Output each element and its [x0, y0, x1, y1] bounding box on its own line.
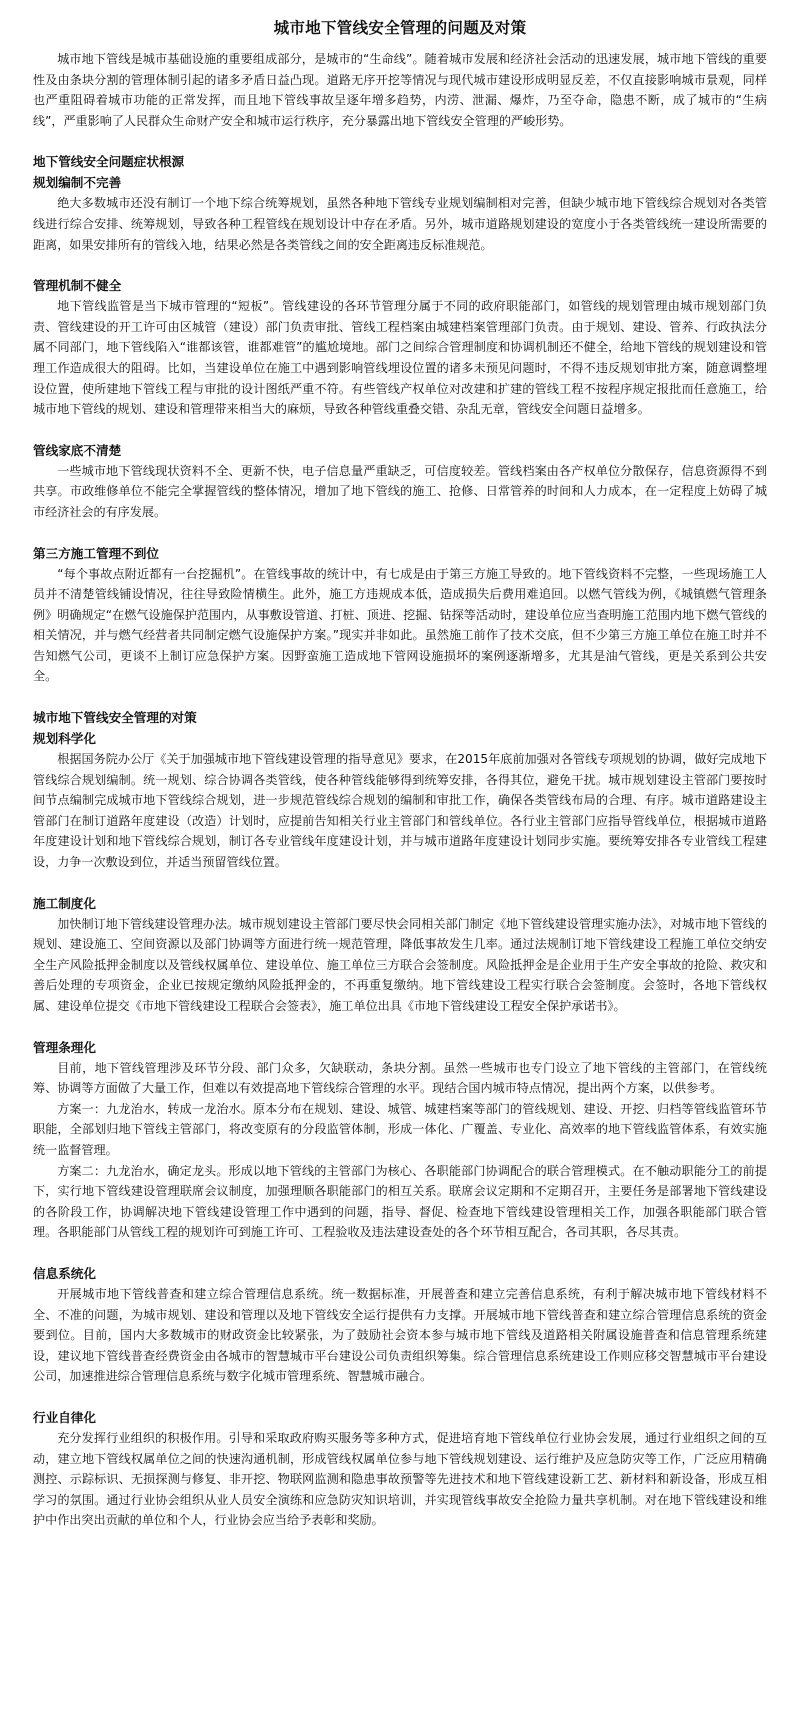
- paragraph-scientific-planning: 根据国务院办公厅《关于加强城市地下管线建设管理的指导意见》要求，在2015年底前加强对各管线专项规划的协调，做好完成地下管线综合规划编制。统一规划、综合协调各类管线，使各种管线能够得到统筹安排，各得其位，避免干扰。城市规划建设主管部门要按时间节点编制完成城市地下管线综合规划，进一步规范管线综合规划的编制和审批工作，确保各类管线布局的合理、有序。城市道路建设主管部门在制订道路年度建设（改造）计划时，应提前告知相关行业主管部门和管线单位。各行业主管部门应指导管线单位，根据城市道路年度建设计划和地下管线综合规划，制订各专业管线年度建设计划，并与城市道路年度建设计划同步实施。要统筹安排各专业管线工程建设，力争一次敷设到位，并适当预留管线位置。: [33, 752, 767, 870]
- spacer: [33, 131, 767, 151]
- spacer: [33, 1017, 767, 1037]
- paragraph-information: 开展城市地下管线普查和建立综合管理信息系统。统一数据标准，开展普查和建立完善信息系统，有利于解决城市地下管线材料不全、不准的问题，为城市规划、建设和管理以及地下管线安全运行提供有力支撑。开展城市地下管线普查和建立综合管理信息系统的资金要到位。目前，国内大多数城市的财政资金比较紧张，为了鼓励社会资本参与城市地下管线及道路相关附属设施普查和信息管理系统建设，建议地下管线普查经费资金由各城市的智慧城市平台建设公司负责组织筹集。综合管理信息系统建设工作则应移交智慧城市平台建设公司，加速推进综合管理信息系统与数字化城市管理系统、智慧城市融合。: [33, 1286, 767, 1384]
- paragraph-plan-two: 方案二：九龙治水，确定龙头。形成以地下管线的主管部门为核心、各职能部门协调配合的联合管理模式。在不触动职能分工的前提下，实行地下管线建设管理联席会议制度，加强理顺各职能部门的相互关系。联席会议定期和不定期召开，主要任务是部署地下管线建设的各阶段工作，协调解决地下管线建设管理工作中遇到的问题，指导、督促、检查地下管线建设管理相关工作，加强各职能部门联合管理。各职能部门从管线工程的规划许可到施工许可、工程验收及违法建设查处的各个环节相互配合，各司其职，各尽其责。: [33, 1163, 767, 1240]
- paragraph-self-discipline: 充分发挥行业组织的积极作用。引导和采取政府购买服务等多种方式，促进培育地下管线单位行业协会发展，通过行业组织之间的互动，建立地下管线权属单位之间的快速沟通机制，形成管线权属单位参与地下管线规划建设、运行维护及应急防灾等工作，广泛应用精确测控、示踪标识、无损探测与修复、非开挖、物联网监测和隐患事故预警等先进技术和地下管线建设新工艺、新材料和新设备，形成互相学习的氛围。通过行业协会组织从业人员安全演练和应急防灾知识培训，并实现管线事故安全抢险力量共享机制。对在地下管线建设和维护中作出突出贡献的单位和个人，行业协会应当给予表彰和奖励。: [33, 1430, 767, 1528]
- spacer: [33, 1387, 767, 1407]
- subheading-third-party: 第三方施工管理不到位: [33, 545, 159, 561]
- spacer: [33, 523, 767, 543]
- subheading-information: 信息系统化: [33, 1265, 96, 1281]
- subheading-construction-rules: 施工制度化: [33, 895, 96, 911]
- paragraph-mechanism: 地下管线监管是当下城市管理的“短板”。管线建设的各环节管理分属于不同的政府职能部门，如管线的规划管理由城市规划部门负责、管线建设的开工许可由区城管（建设）部门负责审批、管线工程档案由城建档案管理部门负责。由于规划、建设、管养、行政执法分属不同部门，地下管线陷入“谁都该管，谁都难管”的尴尬境地。部门之间综合管理制度和协调机制还不健全，给地下管线的规划建设和管理工作造成很大的阻碍。比如，当建设单位在施工中遇到影响管线埋设位置的诸多未预见问题时，不得不违反规划审批方案，随意调整埋设位置，使所建地下管线工程与审批的设计图纸严重不符。有些管线产权单位对改建和扩建的管线工程不按程序规定报批而任意施工，给城市地下管线的规划、建设和管理带来相当大的麻烦，导致各种管线重叠交错、杂乱无章，管线安全问题日益增多。: [33, 299, 767, 417]
- spacer: [33, 420, 767, 440]
- subheading-scientific-planning: 规划科学化: [33, 731, 96, 747]
- paragraph-plan-one: 方案一：九龙治水，转成一龙治水。原本分布在规划、建设、城管、城建档案等部门的管线规划、建设、开挖、归档等管线监管环节职能，全部划归地下管线主管部门，将改变原有的分段监管体制，形成一体化、广覆盖、专业化、高效率的地下管线监管体系，有效实施统一监督管理。: [33, 1101, 767, 1157]
- section-heading-problems: 地下管线安全问题症状根源: [33, 154, 185, 170]
- subheading-self-discipline: 行业自律化: [33, 1409, 96, 1425]
- spacer: [33, 255, 767, 275]
- paragraph-planning: 绝大多数城市还没有制订一个地下综合统筹规划，虽然各种地下管线专业规划编制相对完善，但缺少城市地下管线综合规划对各类管线进行综合安排、统筹规划，导致各种工程管线在规划设计中存在矛盾。另外，城市道路规划建设的宽度小于各类管线统一建设所需要的距离，如果安排所有的管线入地，结果必然是各类管线之间的安全距离违反标准规范。: [33, 196, 767, 252]
- spacer: [33, 687, 767, 707]
- spacer: [33, 1243, 767, 1263]
- subheading-mechanism: 管理机制不健全: [33, 278, 122, 294]
- paragraph-third-party: “每个事故点附近都有一台挖掘机”。在管线事故的统计中，有七成是由于第三方施工导致的。地下管线资料不完整，一些现场施工人员并不清楚管线铺设情况，往往导致险情横生。此外，施工方违规成本低，造成损失后费用难追回。以燃气管线为例，《城镇燃气管理条例》明确规定“在燃气设施保护范围内，从事敷设管道、打桩、顶进、挖掘、钻探等活动时，建设单位应当查明施工范围内地下燃气管线的相关情况，并与燃气经营者共同制定燃气设施保护方案。”现实并非如此。虽然施工前作了技术交底，但不少第三方施工单位在施工时并不告知燃气公司，更谈不上制订应急保护方案。因野蛮施工造成地下管网设施损坏的案例逐渐增多，尤其是油气管线，更是关系到公共安全。: [33, 566, 767, 684]
- article-title: 城市地下管线安全管理的问题及对策: [273, 19, 527, 37]
- subheading-management: 管理条理化: [33, 1039, 96, 1055]
- section-heading-solutions: 城市地下管线安全管理的对策: [33, 710, 197, 726]
- intro-paragraph: 城市地下管线是城市基础设施的重要组成部分，是城市的“生命线”。随着城市发展和经济社会活动的迅速发展，城市地下管线的重要性及由条块分割的管理体制引起的诸多矛盾日益凸现。道路无序开挖等情况与现代城市建设形成明显反差，不仅直接影响城市景观，同样也严重阻碍着城市功能的正常发挥，而且地下管线事故呈逐年增多趋势，内涝、泄漏、爆炸，乃至夺命，隐患不断，成了城市的“生病线”，严重影响了人民群众生命财产安全和城市运行秩序，充分暴露出地下管线安全管理的严峻形势。: [33, 52, 767, 128]
- subheading-records: 管线家底不清楚: [33, 442, 122, 458]
- paragraph-construction-rules: 加快制订地下管线建设管理办法。城市规划建设主管部门要尽快会同相关部门制定《地下管线建设管理实施办法》，对城市地下管线的规划、建设施工、空间资源以及部门协调等方面进行统一规范管理，降低事故发生几率。通过法规制订地下管线建设工程施工单位交纳安全生产风险抵押金制度以及管线权属单位、建设单位、施工单位三方联合会签制度。风险抵押金是企业用于生产安全事故的抢险、救灾和善后处理的专项资金，企业已按规定缴纳风险抵押金的，不再重复缴纳。地下管线建设工程实行联合会签制度。会签时，各地下管线权属、建设单位提交《市地下管线建设工程联合会签表》，施工单位出具《市地下管线建设工程安全保护承诺书》。: [33, 916, 767, 1013]
- spacer: [33, 873, 767, 893]
- paragraph-management: 目前，地下管线管理涉及环节分段、部门众多，欠缺联动，条块分割。虽然一些城市也专门设立了地下管线的主管部门，在管线统筹、协调等方面做了大量工作，但难以有效提高地下管线综合管理的水平。现结合国内城市特点情况，提出两个方案，以供参考。: [33, 1060, 767, 1096]
- paragraph-records: 一些城市地下管线现状资料不全、更新不快，电子信息量严重缺乏，可信度较差。管线档案由各产权单位分散保存，信息资源得不到共享。市政维修单位不能完全掌握管线的整体情况，增加了地下管线的施工、抢修、日常管养的时间和人力成本，在一定程度上妨碍了城市经济社会的有序发展。: [33, 463, 767, 519]
- subheading-planning: 规划编制不完善: [33, 175, 122, 191]
